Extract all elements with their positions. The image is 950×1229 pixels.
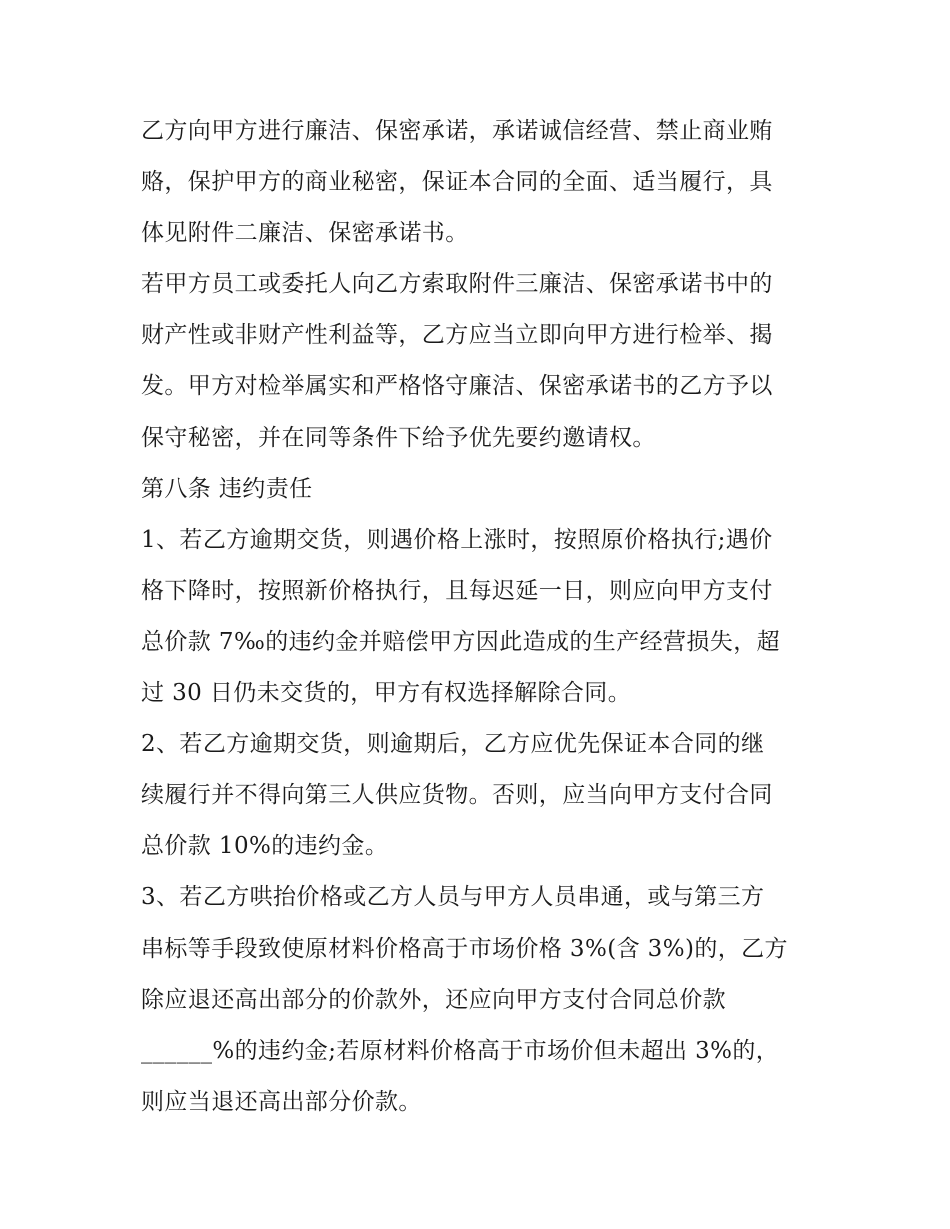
section-heading: 第八条 违约责任 (141, 475, 313, 502)
text-line: 过 30 日仍未交货的，甲方有权选择解除合同。 (141, 680, 632, 707)
text-line: 若甲方员工或委托人向乙方索取附件三廉洁、保密承诺书中的 (141, 271, 773, 298)
text-line: 总价款 7‰的违约金并赔偿甲方因此造成的生产经营损失，超 (141, 628, 781, 655)
text-line: 1、若乙方逾期交货，则遇价格上涨时，按照原价格执行;遇价 (141, 526, 773, 553)
text-line: 续履行并不得向第三人供应货物。否则，应当向甲方支付合同 (141, 782, 773, 809)
text-line: ______%的违约金;若原材料价格高于市场价但未超出 3%的， (141, 1037, 780, 1064)
text-line: 则应当退还高出部分价款。 (141, 1088, 422, 1115)
text-line: 格下降时，按照新价格执行，且每迟延一日，则应向甲方支付 (141, 577, 773, 604)
text-line: 2、若乙方逾期交货，则逾期后，乙方应优先保证本合同的继 (141, 731, 765, 758)
text-line: 3、若乙方哄抬价格或乙方人员与甲方人员串通，或与第三方 (141, 884, 765, 911)
text-line: 体见附件二廉洁、保密承诺书。 (141, 220, 469, 247)
text-line: 赂，保护甲方的商业秘密，保证本合同的全面、适当履行，具 (141, 169, 773, 196)
contract-text (141, 106, 821, 1128)
text-line: 发。甲方对检举属实和严格恪守廉洁、保密承诺书的乙方予以 (141, 373, 773, 400)
text-line: 总价款 10%的违约金。 (141, 833, 389, 860)
text-line: 财产性或非财产性利益等，乙方应当立即向甲方进行检举、揭 (141, 322, 773, 349)
text-line: 保守秘密，并在同等条件下给予优先要约邀请权。 (141, 424, 656, 451)
text-line: 除应退还高出部分的价款外，还应向甲方支付合同总价款 (141, 986, 726, 1013)
text-line: 串标等手段致使原材料价格高于市场价格 3%(含 3%)的，乙方 (141, 935, 788, 962)
text-line: 乙方向甲方进行廉洁、保密承诺，承诺诚信经营、禁止商业贿 (141, 118, 773, 144)
